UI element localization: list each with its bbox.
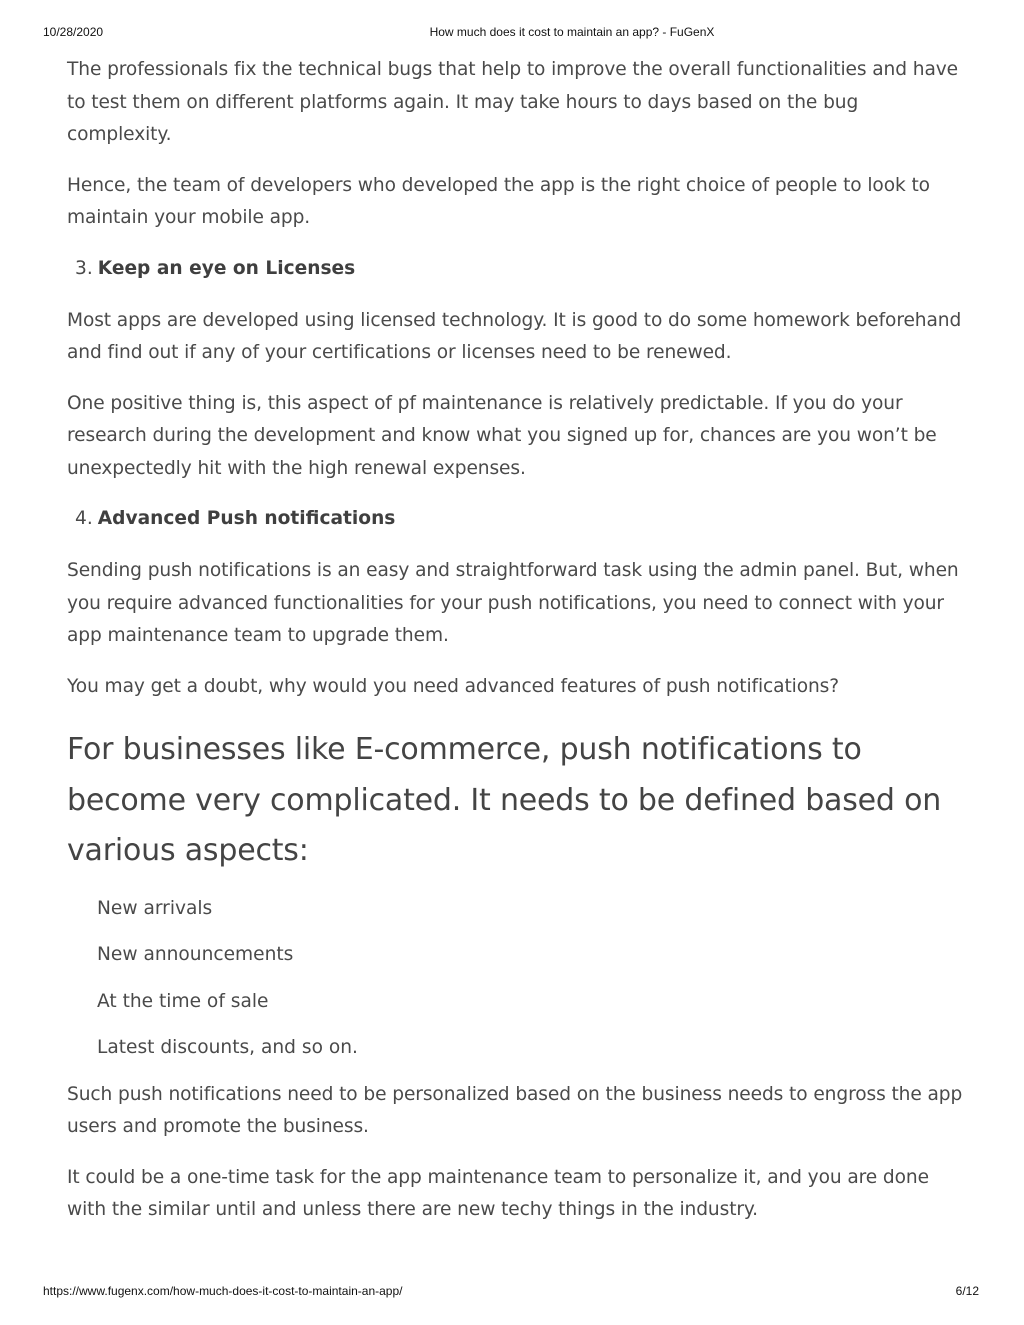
paragraph-personalized: Such push notifications need to be personalized based on the business needs to engross the app users and promote the business. [67,1083,963,1137]
list-item-licenses [67,253,967,285]
paragraph-positive: One positive thing is, this aspect of pf maintenance is relatively predictable. If you do your research during the development and know what you signed up for, chances are you won’t be unexpectedly hit with the high renewal expenses. [67,392,937,479]
paragraph-hence: Hence, the team of developers who developed the app is the right choice of people to look to maintain your mobile app. [67,174,930,228]
section-heading: For businesses like E-commerce, push notifications to become very complicated. It needs to be defined based on various aspects: [67,732,942,868]
page-number: 6/12 [955,1284,979,1298]
list-number: 3. [75,257,93,279]
paragraph-bugs: The professionals fix the technical bugs that help to improve the overall functionalities and have to test them on different platforms again. It may take hours to days based on the bug complexity. [67,59,958,145]
print-url: https://www.fugenx.com/how-much-does-it-cost-to-maintain-an-app/ [43,1284,403,1298]
print-footer [0,1284,1024,1300]
print-page-title: How much does it cost to maintain an app? - FuGenX [429,25,715,39]
list-item-label: Keep an eye on Licenses [97,257,356,279]
paragraph-licensed: Most apps are developed using licensed technology. It is good to do some homework beforehand and find out if any of your certifications or licenses need to be renewed. [67,309,962,363]
paragraph-onetime: It could be a one-time task for the app maintenance team to personalize it, and you are done with the similar until and unless there are new techy things in the industry. [67,1166,929,1220]
paragraph-doubt: You may get a doubt, why would you need advanced features of push notifications? [67,675,840,697]
paragraph-sending: Sending push notifications is an easy and straightforward task using the admin panel. But, when you require advanced functionalities for your push notifications, you need to connect with your app maintenance team to upgrade them. [67,560,959,646]
article-body [67,54,967,1227]
aspects-list [97,893,967,1065]
list-number: 4. [75,508,93,529]
print-header [0,25,1024,41]
list-item-label: Advanced Push notifications [97,508,396,529]
list-item: New arrivals [97,897,213,919]
list-item: New announcements [97,944,294,965]
list-item-push-notifications [67,503,967,535]
print-date: 10/28/2020 [43,25,104,39]
list-item: Latest discounts, and so on. [97,1037,358,1058]
list-item: At the time of sale [97,990,269,1012]
